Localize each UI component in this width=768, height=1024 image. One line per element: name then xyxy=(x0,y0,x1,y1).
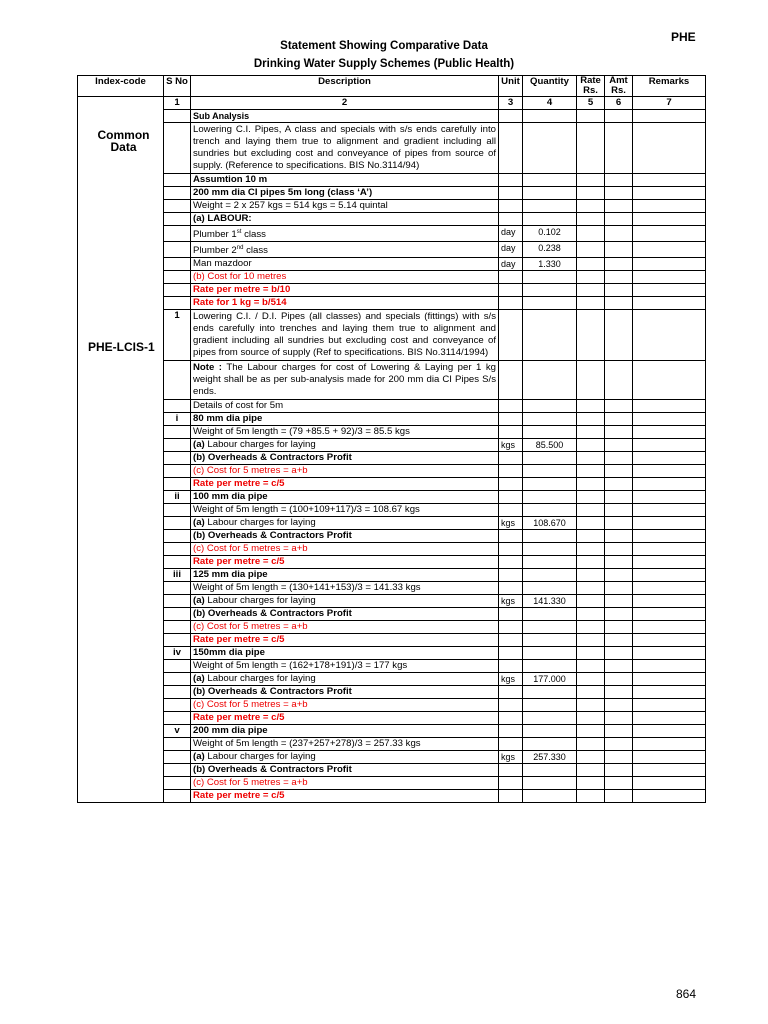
table-row xyxy=(78,400,706,413)
table-row xyxy=(78,284,706,297)
labour-laying-text: (a) Labour charges for laying xyxy=(191,517,499,530)
table-row xyxy=(78,517,706,530)
rate-per-metre-c5: Rate per metre = c/5 xyxy=(191,556,499,569)
column-header: Quantity xyxy=(523,76,577,97)
table-row xyxy=(78,712,706,725)
labour-item: Man mazdoor xyxy=(191,258,499,271)
rate-per-metre-c5: Rate per metre = c/5 xyxy=(191,478,499,491)
table-row xyxy=(78,213,706,226)
pipe-size-heading: 150mm dia pipe xyxy=(191,647,499,660)
table-row xyxy=(78,310,706,361)
table-row xyxy=(78,699,706,712)
unit-cell: kgs xyxy=(499,517,523,530)
table-row xyxy=(78,569,706,582)
column-number: 7 xyxy=(633,97,706,110)
table-row xyxy=(78,647,706,660)
table-row xyxy=(78,426,706,439)
quantity-cell: 85.500 xyxy=(523,439,577,452)
table-header-row xyxy=(78,76,706,97)
table-row xyxy=(78,200,706,213)
column-number: 2 xyxy=(191,97,499,110)
pipe-size-heading: 100 mm dia pipe xyxy=(191,491,499,504)
labour-laying-text: (a) Labour charges for laying xyxy=(191,439,499,452)
unit-cell: kgs xyxy=(499,439,523,452)
details-heading: Details of cost for 5m xyxy=(191,400,499,413)
pipe-weight-text: Weight of 5m length = (237+257+278)/3 = 257.33 kgs xyxy=(191,738,499,751)
unit-cell: day xyxy=(499,258,523,271)
quantity-cell: 0.238 xyxy=(523,242,577,258)
pipe-weight-text: Weight of 5m length = (79 +85.5 + 92)/3 = 85.5 kgs xyxy=(191,426,499,439)
unit-cell: day xyxy=(499,226,523,242)
labour-item: Plumber 1st class xyxy=(191,226,499,242)
pipe-sno: iv xyxy=(164,647,191,660)
column-number: 6 xyxy=(605,97,633,110)
column-number-row xyxy=(78,97,706,110)
table-row xyxy=(78,621,706,634)
table-row xyxy=(78,174,706,187)
unit-cell: kgs xyxy=(499,595,523,608)
page-number: 864 xyxy=(676,987,697,1001)
table-row xyxy=(78,491,706,504)
table-row xyxy=(78,478,706,491)
overheads-text: (b) Overheads & Contractors Profit xyxy=(191,530,499,543)
quantity-cell: 141.330 xyxy=(523,595,577,608)
overheads-text: (b) Overheads & Contractors Profit xyxy=(191,452,499,465)
pipe-size-heading: 125 mm dia pipe xyxy=(191,569,499,582)
weight-200-text: Weight = 2 x 257 kgs = 514 kgs = 5.14 quintal xyxy=(191,200,499,213)
labour-heading: (a) LABOUR: xyxy=(191,213,499,226)
pipe-size-heading: 80 mm dia pipe xyxy=(191,413,499,426)
unit-cell: kgs xyxy=(499,751,523,764)
table-row xyxy=(78,595,706,608)
column-number: 5 xyxy=(577,97,605,110)
table-row xyxy=(78,764,706,777)
pipe-sno: ii xyxy=(164,491,191,504)
table-row xyxy=(78,556,706,569)
table-row xyxy=(78,226,706,242)
rate-per-kg: Rate for 1 kg = b/514 xyxy=(191,297,499,310)
rate-per-metre-c5: Rate per metre = c/5 xyxy=(191,634,499,647)
cost-5-metres: (c) Cost for 5 metres = a+b xyxy=(191,543,499,556)
table-row xyxy=(78,187,706,200)
table-row xyxy=(78,504,706,517)
pipe-size-heading: 200 mm dia pipe xyxy=(191,725,499,738)
pipe-weight-text: Weight of 5m length = (130+141+153)/3 = 141.33 kgs xyxy=(191,582,499,595)
table-row xyxy=(78,465,706,478)
labour-laying-text: (a) Labour charges for laying xyxy=(191,595,499,608)
column-header: Amt Rs. xyxy=(605,76,633,97)
table-row xyxy=(78,777,706,790)
pipe-sno: i xyxy=(164,413,191,426)
labour-laying-text: (a) Labour charges for laying xyxy=(191,751,499,764)
sub-analysis-label: Sub Analysis xyxy=(191,110,499,123)
column-header: Rate Rs. xyxy=(577,76,605,97)
table-row xyxy=(78,543,706,556)
pipe-sno: iii xyxy=(164,569,191,582)
table-row xyxy=(78,634,706,647)
table-row xyxy=(78,413,706,426)
column-header: Index-code xyxy=(78,76,164,97)
table-row xyxy=(78,608,706,621)
table-row xyxy=(78,738,706,751)
table-row xyxy=(78,271,706,284)
table-row xyxy=(78,660,706,673)
table-row xyxy=(78,686,706,699)
section-code: PHE xyxy=(671,30,696,44)
labour-item: Plumber 2nd class xyxy=(191,242,499,258)
column-number: 1 xyxy=(164,97,191,110)
pipe-weight-text: Weight of 5m length = (162+178+191)/3 = 177 kgs xyxy=(191,660,499,673)
table-row xyxy=(78,582,706,595)
column-number: 4 xyxy=(523,97,577,110)
table-row xyxy=(78,673,706,686)
column-header: Remarks xyxy=(633,76,706,97)
quantity-cell: 257.330 xyxy=(523,751,577,764)
table-row xyxy=(78,751,706,764)
table-row xyxy=(78,242,706,258)
column-number: 3 xyxy=(499,97,523,110)
pipe-sno: v xyxy=(164,725,191,738)
overheads-text: (b) Overheads & Contractors Profit xyxy=(191,608,499,621)
assumption-text: Assumtion 10 m xyxy=(191,174,499,187)
quantity-cell: 0.102 xyxy=(523,226,577,242)
table-row xyxy=(78,110,706,123)
column-header: Description xyxy=(191,76,499,97)
page-subtitle: Drinking Water Supply Schemes (Public Health) xyxy=(253,58,515,70)
cost-5-metres: (c) Cost for 5 metres = a+b xyxy=(191,777,499,790)
index-code-column xyxy=(78,97,164,803)
table-row xyxy=(78,530,706,543)
labour-laying-text: (a) Labour charges for laying xyxy=(191,673,499,686)
table-row xyxy=(78,361,706,400)
rate-per-metre-b10: Rate per metre = b/10 xyxy=(191,284,499,297)
cost-10-metres: (b) Cost for 10 metres xyxy=(191,271,499,284)
quantity-cell: 177.000 xyxy=(523,673,577,686)
cost-5-metres: (c) Cost for 5 metres = a+b xyxy=(191,621,499,634)
item-sno: 1 xyxy=(164,310,191,361)
sub-analysis-description: Lowering C.I. Pipes, A class and specials with s/s ends carefully into trench and laying them true to alignment and gradient including all sundries but excluding cost and conveyance of pipes from source of supply. (Reference to specifications. BIS No.3114/94) xyxy=(191,123,499,174)
quantity-cell: 108.670 xyxy=(523,517,577,530)
pipe-weight-text: Weight of 5m length = (100+109+117)/3 = 108.67 kgs xyxy=(191,504,499,517)
table-row xyxy=(78,297,706,310)
unit-cell: kgs xyxy=(499,673,523,686)
quantity-cell: 1.330 xyxy=(523,258,577,271)
item-description: Lowering C.I. / D.I. Pipes (all classes) and specials (fittings) with s/s ends carefully into trenches and laying them true to alignment and gradient including all sundries but excluding cost and conveyance of pipes from source of supply (Ref to specifications. BIS No.3114/1994) xyxy=(191,310,499,361)
rate-per-metre-c5: Rate per metre = c/5 xyxy=(191,712,499,725)
column-header: S No xyxy=(164,76,191,97)
note-text: Note : The Labour charges for cost of Lowering & Laying per 1 kg weight shall be as per sub-analysis made for 200 mm dia CI Pipes S/s ends. xyxy=(191,361,499,400)
index-phe-lcis-1: PHE-LCIS-1 xyxy=(88,340,155,354)
column-header: Unit xyxy=(499,76,523,97)
table-row xyxy=(78,439,706,452)
table-row xyxy=(78,790,706,803)
table-row xyxy=(78,452,706,465)
comparative-data-table xyxy=(77,75,706,803)
index-common-data: Common Data xyxy=(97,128,150,154)
page-title: Statement Showing Comparative Data xyxy=(280,40,488,52)
pipe-200-heading: 200 mm dia CI pipes 5m long (class ‘A’) xyxy=(191,187,499,200)
overheads-text: (b) Overheads & Contractors Profit xyxy=(191,764,499,777)
rate-per-metre-c5: Rate per metre = c/5 xyxy=(191,790,499,803)
unit-cell: day xyxy=(499,242,523,258)
table-row xyxy=(78,123,706,174)
cost-5-metres: (c) Cost for 5 metres = a+b xyxy=(191,699,499,712)
cost-5-metres: (c) Cost for 5 metres = a+b xyxy=(191,465,499,478)
table-row xyxy=(78,258,706,271)
overheads-text: (b) Overheads & Contractors Profit xyxy=(191,686,499,699)
table-row xyxy=(78,725,706,738)
